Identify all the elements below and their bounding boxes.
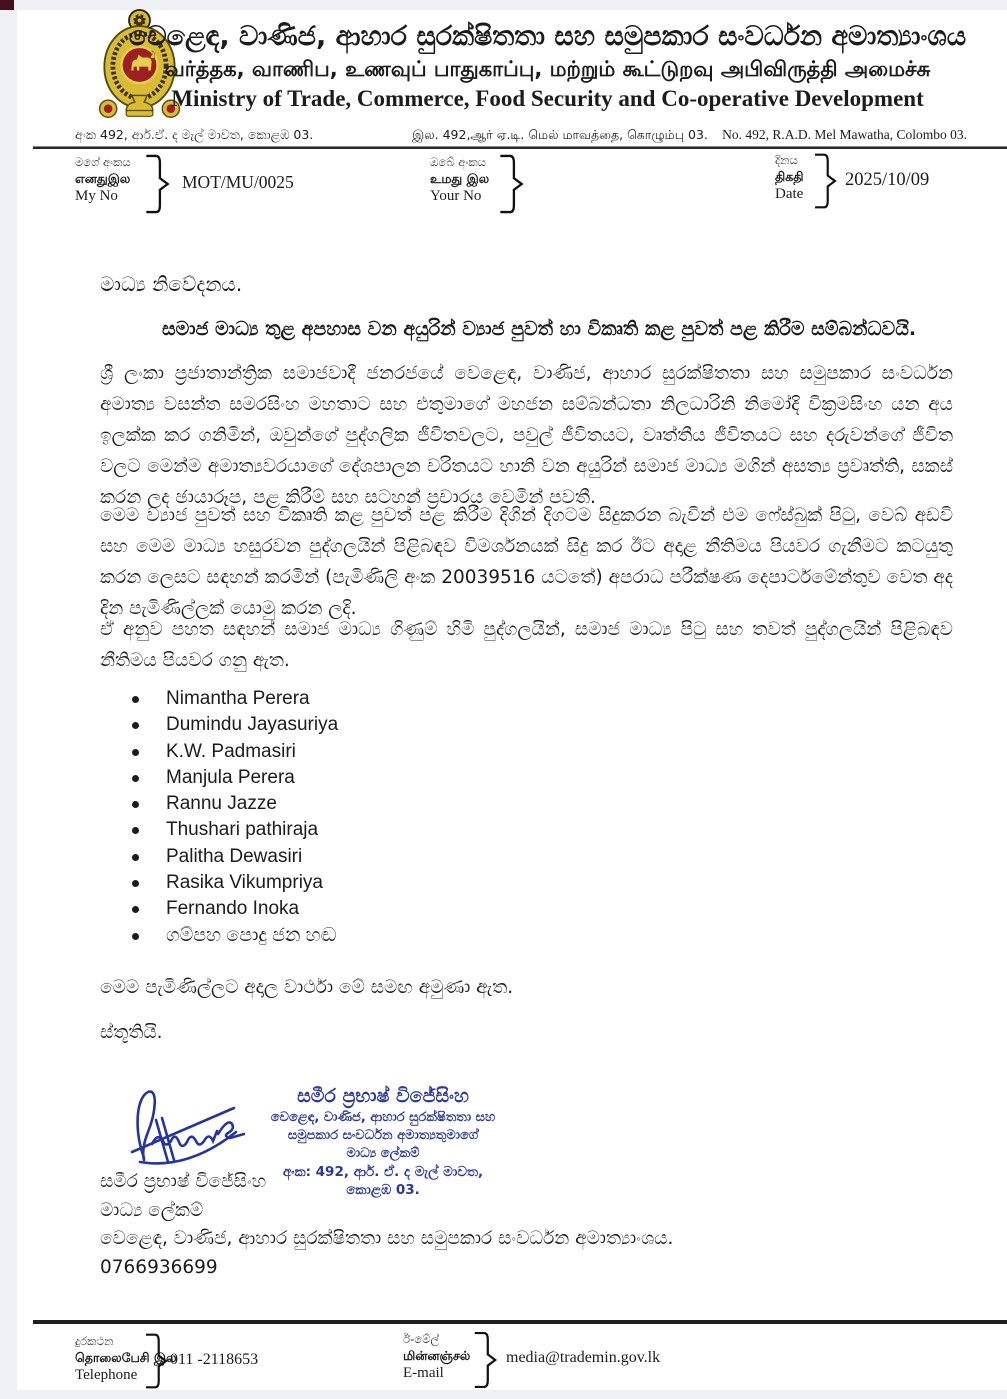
- my-no-label-english: My No: [75, 188, 118, 204]
- signer-title: මාධ්‍ය ලේකම්: [100, 1199, 204, 1221]
- address-tamil: இல. 492,ஆர் ஏ.டி. மெல் மாவத்தை, கொழும்பு 03.: [412, 127, 708, 142]
- signer-block: [100, 1168, 673, 1282]
- list-item: Nimantha Perera: [130, 686, 338, 712]
- list-item: Dumindu Jayasuriya: [130, 712, 338, 738]
- ministry-title-sinhala: වෙළෙඳ, වාණිජ, ආහාර සුරක්ෂිතතා සහ සමුපකාර සංවර්ධන අමාත්‍යාංශය: [128, 21, 967, 52]
- signer-organization: වෙළෙඳ, වාණිජ, ආහාර සුරක්ෂිතතා සහ සමුපකාර සංවර්ධන අමාත්‍යාංශය.: [100, 1228, 674, 1249]
- body-paragraph-2: මෙම ව්‍යාජ පුවත් සහ විකෘති කළ පුවත් පළ කිරීම දිගින් දිගටම සිදුකරන බැවින් එම ෆේස්බුක් පිටු, වෙබ් අඩවි සහ මෙම මාධ්‍ය හසුරවන පුද්ගලයින් පිළිබඳව විමර්ශනයක් සිදු කර ඊට අදාළ නීතිමය පියවර ගැනීමට කටයුතු කරන ලෙසට සඳහන් කරමින් (පැමිණිලි අංක 20039516 යටතේ) අපරාධ පරීක්ෂණ දෙපාර්ටමේන්තුව වෙත අද දින පැමිණිල්ලක් යොමු කරන ලදි.: [100, 505, 953, 619]
- list-item: Rannu Jazze: [130, 791, 338, 817]
- list-item: Manjula Perera: [130, 765, 338, 791]
- body-paragraph-1: ශ්‍රී ලංකා ප්‍රජාතාන්ත්‍රික සමාජවාදී ජනරජයේ වෙළෙඳ, වාණිජ, ආහාර සුරක්ෂිතතා සහ සමුපකාර සංවර්ධන අමාත්‍ය වසන්ත සමරසිංහ මහතාට සහ එතුමාගේ මහජන සම්බන්ධතා නිලධාරිනි නිමෝදි වික්‍රමසිංහ යන අය ඉලක්ක කර ගනිමින්, ඔවුන්ගේ පුද්ගලික ජීවිතවලට, පවුල් ජීවිතයට, වෘත්තීය ජීවිතයට සහ දරුවන්ගේ ජීවිත වලට මෙන්ම අමාත්‍යවරයාගේ දේශපාලන චරිතයට හානි වන අයුරින් සමාජ මාධ්‍ය මගින් අසත්‍ය ප්‍රවෘත්ති, සකස් කරන ලද ඡායාරූප, පළ කිරීම් සහ සටහන් ප්‍රචාරය වෙමින් පවතී.: [100, 363, 953, 508]
- email-label-tamil: மின்னஞ்சல்: [403, 1348, 471, 1363]
- date-label-sinhala: දිනය: [775, 153, 798, 167]
- telephone-bracket: [143, 1332, 169, 1390]
- accused-names-list: [130, 686, 338, 949]
- your-no-bracket: [497, 153, 525, 215]
- stamp-line: වෙළෙඳ, වාණිජ, ආහාර සුරක්ෂිතතා සහ: [270, 1110, 496, 1125]
- my-no-value: MOT/MU/0025: [182, 172, 294, 192]
- list-item: Rasika Vikumpriya: [130, 870, 338, 896]
- your-no-label-sinhala: ඔබේ අංකය: [430, 155, 486, 169]
- my-no-group: [75, 155, 131, 206]
- stamp-line: මාධ්‍ය ලේකම්: [346, 1146, 420, 1161]
- document-type-heading: මාධ්‍ය නිවේදනය.: [100, 272, 243, 296]
- ministry-title-tamil: வர்த்தக, வாணிப, உணவுப் பாதுகாப்பு, மற்றும் கூட்டுறவு அபிவிருத்தி அமைச்சு: [164, 57, 931, 81]
- body-paragraph-3: ඒ අනුව පහත සඳහන් සමාජ මාධ්‍ය ගිණුම් හිමි පුද්ගලයින්, සමාජ මාධ්‍ය පිටු සහ තවත් පුද්ගලයින් පිළිබඳව නීතිමය පියවර ගනු ඇත.: [100, 619, 953, 671]
- header-divider-rule: [33, 146, 1007, 149]
- date-label-english: Date: [775, 186, 804, 202]
- email-group: [403, 1332, 470, 1383]
- date-label-tamil: திகதி: [775, 169, 804, 184]
- stamp-address-line: කොළඹ 03.: [346, 1182, 420, 1198]
- telephone-value: 011 -2118653: [170, 1351, 259, 1368]
- your-no-group: [430, 155, 489, 206]
- telephone-label-english: Telephone: [75, 1367, 138, 1383]
- address-row: [0, 127, 1007, 145]
- my-no-label-sinhala: මගේ අංකය: [75, 155, 131, 169]
- scan-corner-artifact: [0, 0, 14, 10]
- your-no-label-tamil: உமது இல: [430, 171, 490, 186]
- address-sinhala: අංක 492, ආර්.ඒ. ද මැල් මාවත, කොළඹ 03.: [75, 127, 314, 142]
- date-group: [775, 153, 803, 204]
- handwritten-signature: [122, 1082, 262, 1174]
- your-no-label-english: Your No: [430, 188, 482, 204]
- date-bracket: [812, 152, 838, 210]
- list-item: Thushari pathiraja: [130, 817, 338, 843]
- footer-divider-rule: [33, 1320, 1007, 1324]
- signer-phone: 0766936699: [100, 1256, 218, 1278]
- stamp-line: සමුපකාර සංවර්ධන අමාත්‍යතුමාගේ: [287, 1128, 479, 1143]
- signer-name: සමීර ප්‍රභාෂ් විජේසිංහ: [100, 1171, 267, 1192]
- list-item: Fernando Inoka: [130, 896, 338, 922]
- date-value: 2025/10/09: [845, 170, 930, 190]
- my-no-label-tamil: எனதுஇல: [75, 171, 131, 186]
- stamp-address-line: අංක: 492, ආර්. ඒ. ද මැල් මාවත,: [282, 1164, 484, 1180]
- email-bracket: [472, 1330, 498, 1390]
- telephone-label-sinhala: දුරකථන: [75, 1334, 114, 1348]
- letterhead-titles: [95, 20, 1000, 114]
- address-english: No. 492, R.A.D. Mel Mawatha, Colombo 03.: [722, 127, 967, 142]
- email-label-sinhala: ඊ-මේල්: [403, 1332, 440, 1346]
- email-label-english: E-mail: [403, 1365, 444, 1381]
- closing-line: මෙම පැමිණිල්ලට අදාල වාර්ථා මේ සමඟ අමුණා ඇත.: [100, 977, 514, 998]
- thanks-line: ස්තූතියි.: [100, 1022, 163, 1043]
- stamp-name: සමීර ප්‍රභාෂ් විජේසිංහ: [297, 1085, 469, 1107]
- list-item: K.W. Padmasiri: [130, 739, 338, 765]
- subject-line: සමාජ මාධ්‍ය තුළ අපහාස වන අයුරින් ව්‍යාජ පුවත් හා විකෘති කළ පුවත් පළ කිරීම සම්බන්ධවයි.: [162, 318, 917, 340]
- email-value: media@trademin.gov.lk: [506, 1349, 661, 1366]
- list-item: ගම්පහ පොදු ජන හඬ: [130, 923, 338, 949]
- my-no-bracket: [143, 153, 171, 215]
- telephone-label-tamil: தொலைபேசி இல: [75, 1350, 177, 1365]
- list-item: Palitha Dewasiri: [130, 844, 338, 870]
- ministry-title-english: Ministry of Trade, Commerce, Food Security and Co-operative Development: [171, 86, 924, 111]
